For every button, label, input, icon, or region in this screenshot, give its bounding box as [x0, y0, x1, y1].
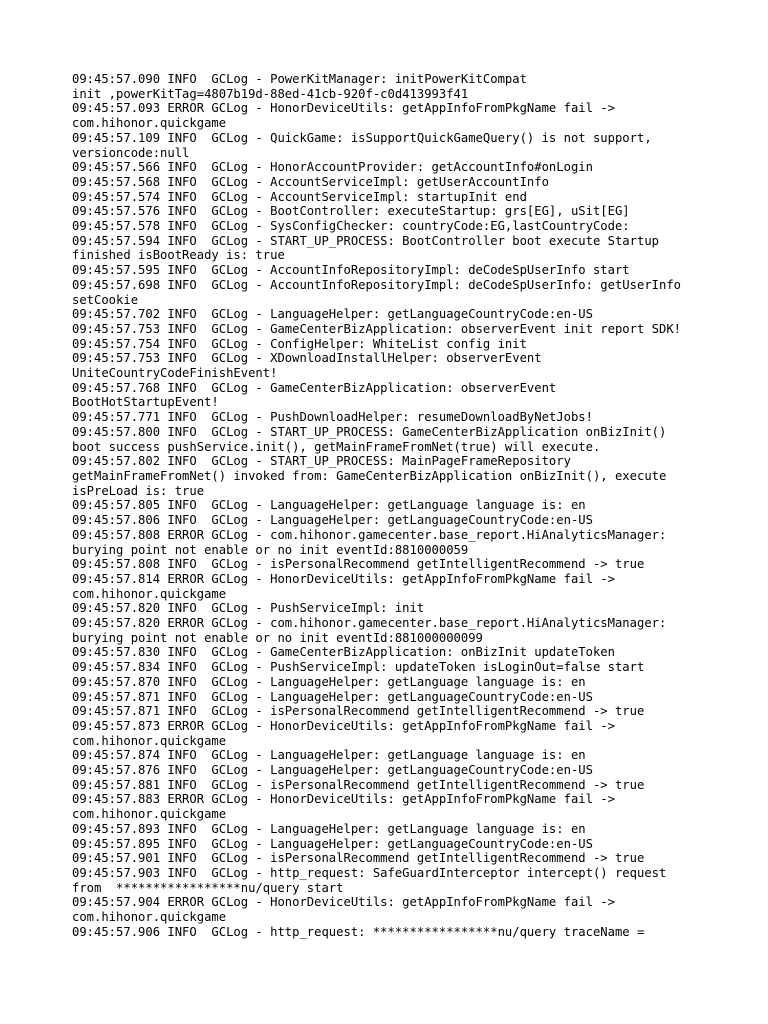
log-line: 09:45:57.754 INFO GCLog - ConfigHelper: WhiteList config init	[72, 336, 527, 351]
log-line: com.hihonor.quickgame	[72, 586, 227, 601]
log-line: 09:45:57.895 INFO GCLog - LanguageHelper: getLanguageCountryCode:en-US	[72, 836, 593, 851]
log-line: 09:45:57.090 INFO GCLog - PowerKitManager: initPowerKitCompat	[72, 72, 527, 86]
log-line: com.hihonor.quickgame	[72, 733, 227, 748]
log-line: from *****************nu/query start	[72, 880, 344, 895]
log-line: 09:45:57.814 ERROR GCLog - HonorDeviceUtils: getAppInfoFromPkgName fail ->	[72, 571, 615, 586]
log-line: boot success pushService.init(), getMainFrameFromNet(true) will execute.	[72, 439, 601, 454]
log-line: 09:45:57.903 INFO GCLog - http_request: SafeGuardInterceptor intercept() request	[72, 865, 667, 880]
log-line: 09:45:57.771 INFO GCLog - PushDownloadHelper: resumeDownloadByNetJobs!	[72, 410, 593, 425]
log-line: 09:45:57.830 INFO GCLog - GameCenterBizApplication: onBizInit updateToken	[72, 645, 615, 660]
log-line: com.hihonor.quickgame	[72, 910, 227, 925]
log-line: 09:45:57.568 INFO GCLog - AccountServiceImpl: getUserAccountInfo	[72, 174, 549, 189]
log-line: 09:45:57.698 INFO GCLog - AccountInfoRepositoryImpl: deCodeSpUserInfo: getUserInfo	[72, 277, 682, 292]
log-line: isPreLoad is: true	[72, 483, 205, 498]
log-line: 09:45:57.753 INFO GCLog - GameCenterBizApplication: observerEvent init report SDK!	[72, 321, 682, 336]
log-line: 09:45:57.876 INFO GCLog - LanguageHelper: getLanguageCountryCode:en-US	[72, 763, 593, 778]
log-line: burying point not enable or no init eventId:8810000059	[72, 542, 469, 557]
log-line: 09:45:57.881 INFO GCLog - isPersonalRecommend getIntelligentRecommend -> true	[72, 777, 645, 792]
log-line: 09:45:57.805 INFO GCLog - LanguageHelper: getLanguage language is: en	[72, 498, 586, 513]
log-line: 09:45:57.820 INFO GCLog - PushServiceImpl: init	[72, 601, 425, 616]
log-line: 09:45:57.566 INFO GCLog - HonorAccountProvider: getAccountInfo#onLogin	[72, 160, 593, 175]
log-line: 09:45:57.874 INFO GCLog - LanguageHelper: getLanguage language is: en	[72, 748, 586, 763]
log-line: com.hihonor.quickgame	[72, 116, 227, 131]
log-line: BootHotStartupEvent!	[72, 395, 219, 410]
log-line: 09:45:57.594 INFO GCLog - START_UP_PROCESS: BootController boot execute Startup	[72, 233, 659, 248]
log-line: 09:45:57.901 INFO GCLog - isPersonalRecommend getIntelligentRecommend -> true	[72, 851, 645, 866]
log-line: 09:45:57.093 ERROR GCLog - HonorDeviceUtils: getAppInfoFromPkgName fail ->	[72, 101, 615, 116]
log-line: 09:45:57.768 INFO GCLog - GameCenterBizApplication: observerEvent	[72, 380, 557, 395]
log-line: 09:45:57.753 INFO GCLog - XDownloadInstallHelper: observerEvent	[72, 351, 542, 366]
log-line: 09:45:57.871 INFO GCLog - LanguageHelper: getLanguageCountryCode:en-US	[72, 689, 593, 704]
log-line: 09:45:57.906 INFO GCLog - http_request: *****************nu/query traceName =	[72, 924, 645, 939]
log-line: setCookie	[72, 292, 139, 307]
log-line: UniteCountryCodeFinishEvent!	[72, 366, 278, 381]
log-line: 09:45:57.578 INFO GCLog - SysConfigChecker: countryCode:EG,lastCountryCode:	[72, 219, 630, 234]
log-line: 09:45:57.576 INFO GCLog - BootController: executeStartup: grs[EG], uSit[EG]	[72, 204, 630, 219]
log-line: 09:45:57.808 ERROR GCLog - com.hihonor.gamecenter.base_report.HiAnalyticsManager:	[72, 527, 667, 542]
log-line: 09:45:57.820 ERROR GCLog - com.hihonor.gamecenter.base_report.HiAnalyticsManager:	[72, 616, 667, 631]
log-line: 09:45:57.808 INFO GCLog - isPersonalRecommend getIntelligentRecommend -> true	[72, 557, 645, 572]
log-line: 09:45:57.883 ERROR GCLog - HonorDeviceUtils: getAppInfoFromPkgName fail ->	[72, 792, 615, 807]
log-line: 09:45:57.806 INFO GCLog - LanguageHelper: getLanguageCountryCode:en-US	[72, 513, 593, 528]
log-line: 09:45:57.595 INFO GCLog - AccountInfoRepositoryImpl: deCodeSpUserInfo start	[72, 263, 630, 278]
log-line: 09:45:57.802 INFO GCLog - START_UP_PROCESS: MainPageFrameRepository	[72, 454, 571, 469]
log-line: getMainFrameFromNet() invoked from: GameCenterBizApplication onBizInit(), execute	[72, 468, 667, 483]
log-line: 09:45:57.834 INFO GCLog - PushServiceImpl: updateToken isLoginOut=false start	[72, 660, 645, 675]
log-line: 09:45:57.702 INFO GCLog - LanguageHelper: getLanguageCountryCode:en-US	[72, 307, 593, 322]
log-line: 09:45:57.109 INFO GCLog - QuickGame: isSupportQuickGameQuery() is not support,	[72, 130, 652, 145]
log-line: 09:45:57.873 ERROR GCLog - HonorDeviceUtils: getAppInfoFromPkgName fail ->	[72, 718, 615, 733]
log-line: 09:45:57.574 INFO GCLog - AccountServiceImpl: startupInit end	[72, 189, 527, 204]
log-line: finished isBootReady is: true	[72, 248, 285, 263]
log-line: versioncode:null	[72, 145, 190, 160]
log-line: init ,powerKitTag=4807b19d-88ed-41cb-920f-c0d413993f41	[72, 86, 469, 101]
log-line: burying point not enable or no init eventId:881000000099	[72, 630, 483, 645]
log-line: 09:45:57.904 ERROR GCLog - HonorDeviceUtils: getAppInfoFromPkgName fail ->	[72, 895, 615, 910]
log-line: 09:45:57.800 INFO GCLog - START_UP_PROCESS: GameCenterBizApplication onBizInit()	[72, 424, 667, 439]
log-document	[72, 72, 712, 939]
log-line: 09:45:57.871 INFO GCLog - isPersonalRecommend getIntelligentRecommend -> true	[72, 704, 645, 719]
log-line: com.hihonor.quickgame	[72, 807, 227, 822]
log-line: 09:45:57.870 INFO GCLog - LanguageHelper: getLanguage language is: en	[72, 674, 586, 689]
log-line: 09:45:57.893 INFO GCLog - LanguageHelper: getLanguage language is: en	[72, 821, 586, 836]
